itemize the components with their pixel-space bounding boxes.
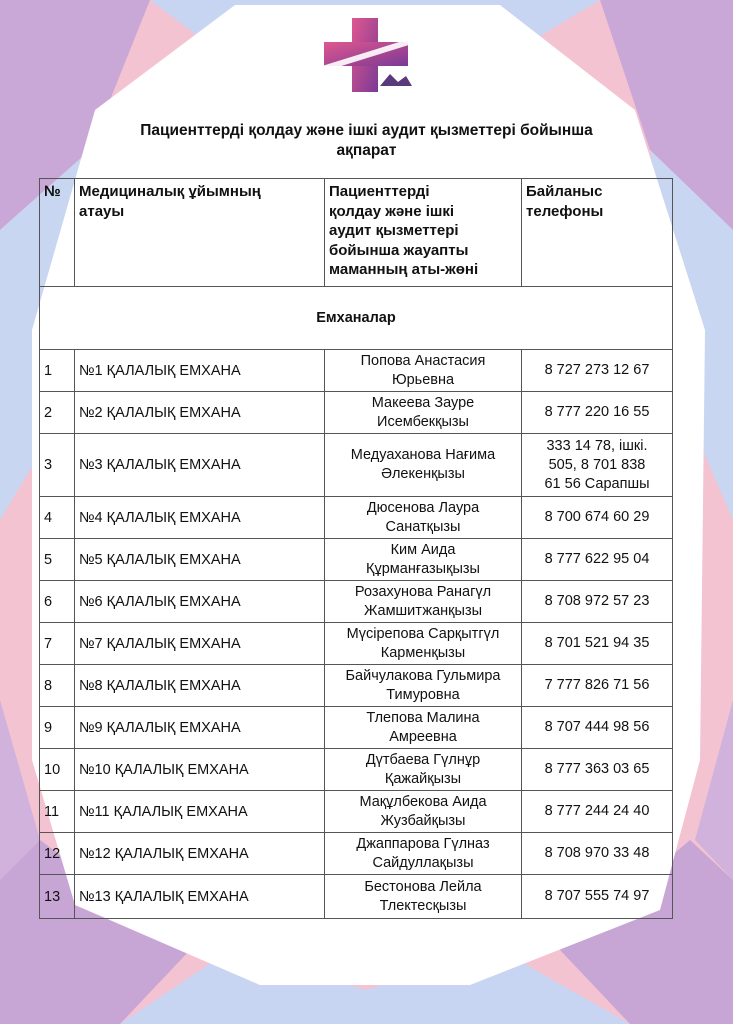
- table-row: [40, 350, 673, 392]
- row-number: 2: [40, 392, 75, 434]
- row-person: [325, 434, 522, 497]
- row-person-line: Сайдуллақызы: [372, 854, 474, 871]
- document-title: [60, 121, 673, 161]
- row-organization: №6 ҚАЛАЛЫҚ ЕМХАНА: [75, 581, 325, 623]
- row-person: [325, 665, 522, 707]
- row-person: [325, 581, 522, 623]
- row-phone: [522, 833, 673, 875]
- table-row: [40, 833, 673, 875]
- header-number: №: [40, 179, 75, 287]
- row-person: [325, 791, 522, 833]
- row-person: [325, 497, 522, 539]
- row-person-line: Қажайқызы: [384, 770, 462, 787]
- row-phone-line: 8 727 273 12 67: [544, 362, 650, 378]
- section-row: [40, 287, 673, 350]
- table-row: [40, 623, 673, 665]
- row-person-line: Санатқызы: [385, 518, 461, 535]
- row-person: [325, 350, 522, 392]
- row-organization: №12 ҚАЛАЛЫҚ ЕМХАНА: [75, 833, 325, 875]
- header-person-line: Пациенттерді: [329, 183, 430, 200]
- header-person-line: аудит қызметтері: [329, 222, 459, 239]
- document-title-line-2: ақпарат: [336, 142, 397, 159]
- row-person: [325, 749, 522, 791]
- row-person-line: Мүсірепова Сарқытгүл: [346, 625, 500, 642]
- row-organization: №5 ҚАЛАЛЫҚ ЕМХАНА: [75, 539, 325, 581]
- row-person-line: Амреевна: [389, 728, 457, 745]
- row-person-line: Құрманғазықызы: [366, 560, 480, 577]
- row-person-line: Юрьевна: [391, 371, 455, 388]
- table-row: [40, 749, 673, 791]
- row-person: [325, 875, 522, 919]
- row-phone: [522, 665, 673, 707]
- table-row: [40, 581, 673, 623]
- row-person-line: Тимуровна: [386, 686, 460, 703]
- row-person-line: Мақұлбекова Аида: [359, 793, 487, 810]
- header-organization-line: атауы: [79, 202, 125, 220]
- row-phone-line: 8 777 244 24 40: [544, 803, 650, 819]
- header-person-line: бойынша жауапты: [329, 241, 469, 259]
- row-person-line: Розахунова Ранагүл: [354, 583, 492, 600]
- row-number: 3: [40, 434, 75, 497]
- row-number: 8: [40, 665, 75, 707]
- row-person: [325, 623, 522, 665]
- header-responsible-person: [325, 179, 522, 287]
- row-number: 7: [40, 623, 75, 665]
- row-person-line: Исембекқызы: [377, 413, 469, 430]
- document-title-line-1: Пациенттерді қолдау және ішкі аудит қызметтері бойынша: [140, 122, 593, 139]
- section-title: Емханалар: [40, 287, 673, 350]
- row-person-line: Жузбайқызы: [380, 812, 466, 829]
- row-person-line: Макеева Зауре: [371, 394, 475, 411]
- header-phone-line: Байланыс: [526, 183, 603, 200]
- table-row: [40, 392, 673, 434]
- row-organization: №7 ҚАЛАЛЫҚ ЕМХАНА: [75, 623, 325, 665]
- table-row: [40, 539, 673, 581]
- row-phone-line: 8 707 555 74 97: [544, 888, 650, 904]
- row-organization: №9 ҚАЛАЛЫҚ ЕМХАНА: [75, 707, 325, 749]
- row-phone-line: 8 777 622 95 04: [544, 551, 650, 567]
- row-number: 4: [40, 497, 75, 539]
- row-phone-line: 8 701 521 94 35: [544, 635, 650, 651]
- table-row: [40, 434, 673, 497]
- row-phone-line: 8 707 444 98 56: [544, 719, 650, 735]
- row-number: 10: [40, 749, 75, 791]
- row-organization: №8 ҚАЛАЛЫҚ ЕМХАНА: [75, 665, 325, 707]
- row-person-line: Әлекенқызы: [381, 466, 465, 482]
- row-person-line: Ким Аида: [390, 541, 456, 558]
- row-number: 13: [40, 875, 75, 919]
- row-number: 12: [40, 833, 75, 875]
- table-row: [40, 791, 673, 833]
- row-phone-line: 8 777 363 03 65: [544, 761, 650, 777]
- header-person-line: қолдау және ішкі: [329, 202, 455, 220]
- table-row: [40, 497, 673, 539]
- header-phone-line: телефоны: [526, 202, 604, 220]
- row-person-line: Джаппарова Гүлназ: [356, 835, 490, 852]
- row-phone-line: 333 14 78, ішкі.: [546, 437, 648, 454]
- row-phone: [522, 875, 673, 919]
- table-row: [40, 875, 673, 919]
- row-organization: №11 ҚАЛАЛЫҚ ЕМХАНА: [75, 791, 325, 833]
- contacts-table: [39, 178, 673, 919]
- table-row: [40, 707, 673, 749]
- header-organization: [75, 179, 325, 287]
- row-phone: [522, 350, 673, 392]
- row-person-line: Байчулакова Гульмира: [345, 667, 501, 684]
- row-number: 1: [40, 350, 75, 392]
- row-person-line: Тлектесқызы: [379, 897, 467, 914]
- row-number: 11: [40, 791, 75, 833]
- row-person-line: Дүтбаева Гүлнұр: [365, 751, 481, 768]
- row-person-line: Дюсенова Лаура: [366, 499, 480, 516]
- row-person-line: Бестонова Лейла: [364, 878, 482, 895]
- row-organization: №13 ҚАЛАЛЫҚ ЕМХАНА: [75, 875, 325, 919]
- row-phone-line: 61 56 Сарапшы: [544, 475, 650, 492]
- row-person: [325, 707, 522, 749]
- header-contact-phone: [522, 179, 673, 287]
- row-person: [325, 392, 522, 434]
- row-number: 5: [40, 539, 75, 581]
- row-phone: [522, 791, 673, 833]
- row-phone-line: 8 708 972 57 23: [544, 593, 650, 609]
- table-row: [40, 665, 673, 707]
- row-person-line: Карменқызы: [380, 644, 466, 661]
- row-person: [325, 833, 522, 875]
- row-phone: [522, 749, 673, 791]
- table-header-row: [40, 179, 673, 287]
- medical-cross-logo-icon: [318, 16, 414, 96]
- row-organization: №4 ҚАЛАЛЫҚ ЕМХАНА: [75, 497, 325, 539]
- row-organization: №2 ҚАЛАЛЫҚ ЕМХАНА: [75, 392, 325, 434]
- row-person-line: Попова Анастасия: [360, 352, 486, 369]
- row-number: 9: [40, 707, 75, 749]
- row-phone: [522, 539, 673, 581]
- row-person-line: Тлепова Малина: [366, 709, 480, 726]
- header-organization-line: Медициналық ұйымның: [79, 183, 261, 200]
- row-organization: №3 ҚАЛАЛЫҚ ЕМХАНА: [75, 434, 325, 497]
- row-phone: [522, 707, 673, 749]
- row-number: 6: [40, 581, 75, 623]
- row-organization: №1 ҚАЛАЛЫҚ ЕМХАНА: [75, 350, 325, 392]
- header-person-line: маманның аты-жөні: [329, 261, 479, 278]
- row-phone-line: 7 777 826 71 56: [544, 677, 650, 693]
- row-phone-line: 505, 8 701 838: [548, 456, 646, 473]
- row-phone: [522, 581, 673, 623]
- row-phone: [522, 623, 673, 665]
- row-phone-line: 8 708 970 33 48: [544, 845, 650, 861]
- row-phone: [522, 434, 673, 497]
- row-person-line: Жамшитжанқызы: [363, 602, 483, 619]
- row-person-line: Медуаханова Нағима: [350, 447, 496, 463]
- row-phone: [522, 392, 673, 434]
- row-phone: [522, 497, 673, 539]
- row-phone-line: 8 777 220 16 55: [544, 404, 650, 420]
- row-organization: №10 ҚАЛАЛЫҚ ЕМХАНА: [75, 749, 325, 791]
- row-phone-line: 8 700 674 60 29: [544, 509, 650, 525]
- row-person: [325, 539, 522, 581]
